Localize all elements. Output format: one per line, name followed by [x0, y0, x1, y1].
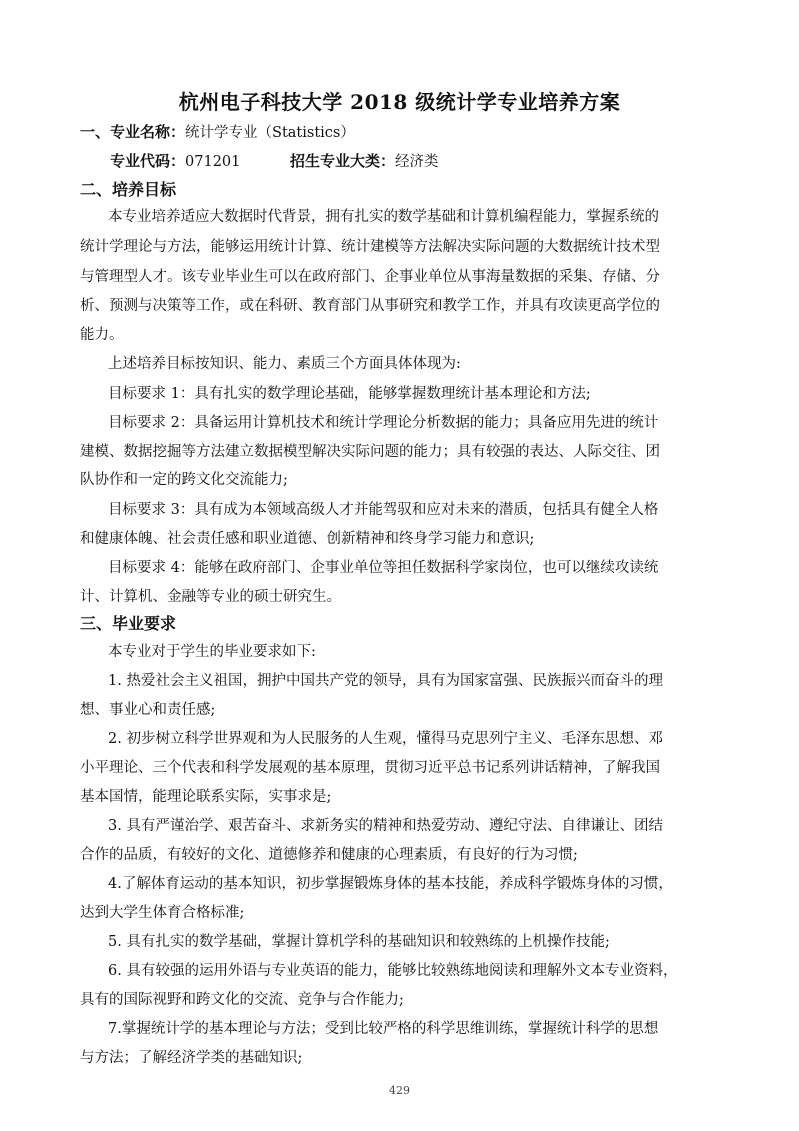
paragraph-line: 2. 初步树立科学世界观和为人民服务的人生观，懂得马克思列宁主义、毛泽东思想、邓	[108, 731, 663, 747]
paragraph-line: 和健康体魄、社会责任感和职业道德、创新精神和终身学习能力和意识;	[80, 531, 535, 547]
paragraph-line: 6. 具有较强的运用外语与专业英语的能力，能够比较熟练地阅读和理解外文本专业资料，	[108, 963, 678, 979]
paragraph-line: 与方法；了解经济学类的基础知识;	[80, 1050, 303, 1066]
section3-heading: 三、毕业要求	[80, 614, 177, 633]
major-name-label: 专业名称：	[110, 123, 186, 141]
paragraph-line: 具有的国际视野和跨文化的交流、竞争与合作能力;	[80, 992, 404, 1008]
paragraph-line: 目标要求 1：具有扎实的数学理论基础，能够掌握数理统计基本理论和方法;	[108, 386, 591, 402]
paragraph-line: 1. 热爱社会主义祖国，拥护中国共产党的领导，具有为国家富强、民族振兴而奋斗的理	[108, 673, 663, 689]
paragraph-line: 小平理论、三个代表和科学发展观的基本原理，贯彻习近平总书记系列讲话精神，了解我国	[80, 760, 660, 776]
page-number: 429	[389, 1084, 410, 1097]
paragraph-line: 上述培养目标按知识、能力、素质三个方面具体体现为:	[108, 356, 461, 372]
paragraph-line: 析、预测与决策等工作，或在科研、教育部门从事研究和教学工作，并具有攻读更高学位的	[80, 298, 660, 314]
paragraph-line: 能力。	[80, 327, 124, 343]
major-name-value: 统计学专业（Statistics）	[185, 125, 355, 141]
paragraph-line: 本专业培养适应大数据时代背景，拥有扎实的数学基础和计算机编程能力，掌握系统的	[108, 209, 659, 225]
paragraph-line: 目标要求 3：具有成为本领域高级人才并能驾驭和应对未来的潜质，包括具有健全人格	[108, 502, 659, 518]
paragraph-line: 4.了解体育运动的基本知识，初步掌握锻炼身体的基本技能，养成科学锻炼身体的习惯，	[108, 876, 673, 892]
major-name-row	[80, 122, 355, 143]
admission-category-row	[290, 151, 439, 172]
paragraph-line: 建模、数据挖掘等方法建立数据模型解决实际问题的能力；具有较强的表达、人际交往、团	[80, 444, 660, 460]
section1-number: 一、	[80, 123, 111, 141]
paragraph-line: 3. 具有严谨治学、艰苦奋斗、求新务实的精神和热爱劳动、遵纪守法、自律谦让、团结	[108, 818, 663, 834]
paragraph-line: 想、事业心和责任感;	[80, 702, 216, 718]
section2-heading: 二、培养目标	[80, 180, 177, 199]
paragraph-line: 与管理型人才。该专业毕业生可以在政府部门、企事业单位从事海量数据的采集、存储、分	[80, 269, 660, 285]
paragraph-line: 统计学理论与方法，能够运用统计计算、统计建模等方法解决实际问题的大数据统计技术型	[80, 239, 660, 255]
admission-category-label: 招生专业大类：	[290, 152, 396, 170]
paragraph-line: 计、计算机、金融等专业的硕士研究生。	[80, 589, 341, 605]
paragraph-line: 队协作和一定的跨文化交流能力;	[80, 472, 288, 488]
paragraph-line: 5. 具有扎实的数学基础，掌握计算机学科的基础知识和较熟练的上机操作技能;	[108, 934, 610, 950]
paragraph-line: 本专业对于学生的毕业要求如下:	[108, 644, 316, 660]
paragraph-line: 达到大学生体育合格标准;	[80, 905, 245, 921]
paragraph-line: 目标要求 4：能够在政府部门、企事业单位等担任数据科学家岗位，也可以继续攻读统	[108, 560, 659, 576]
paragraph-line: 目标要求 2：具备运用计算机技术和统计学理论分析数据的能力；具备应用先进的统计	[108, 415, 659, 431]
major-code-label: 专业代码：	[110, 152, 186, 170]
major-code-value: 071201	[185, 154, 241, 170]
paragraph-line: 合作的品质，有较好的文化、道德修养和健康的心理素质，有良好的行为习惯;	[80, 847, 578, 863]
admission-category-value: 经济类	[395, 154, 439, 170]
major-code-row	[110, 151, 240, 172]
paragraph-line: 7.掌握统计学的基本理论与方法；受到比较严格的科学思维训练，掌握统计科学的思想	[108, 1021, 659, 1037]
paragraph-line: 基本国情，能理论联系实际，实事求是;	[80, 789, 332, 805]
document-title: 杭州电子科技大学 2018 级统计学专业培养方案	[178, 90, 621, 114]
